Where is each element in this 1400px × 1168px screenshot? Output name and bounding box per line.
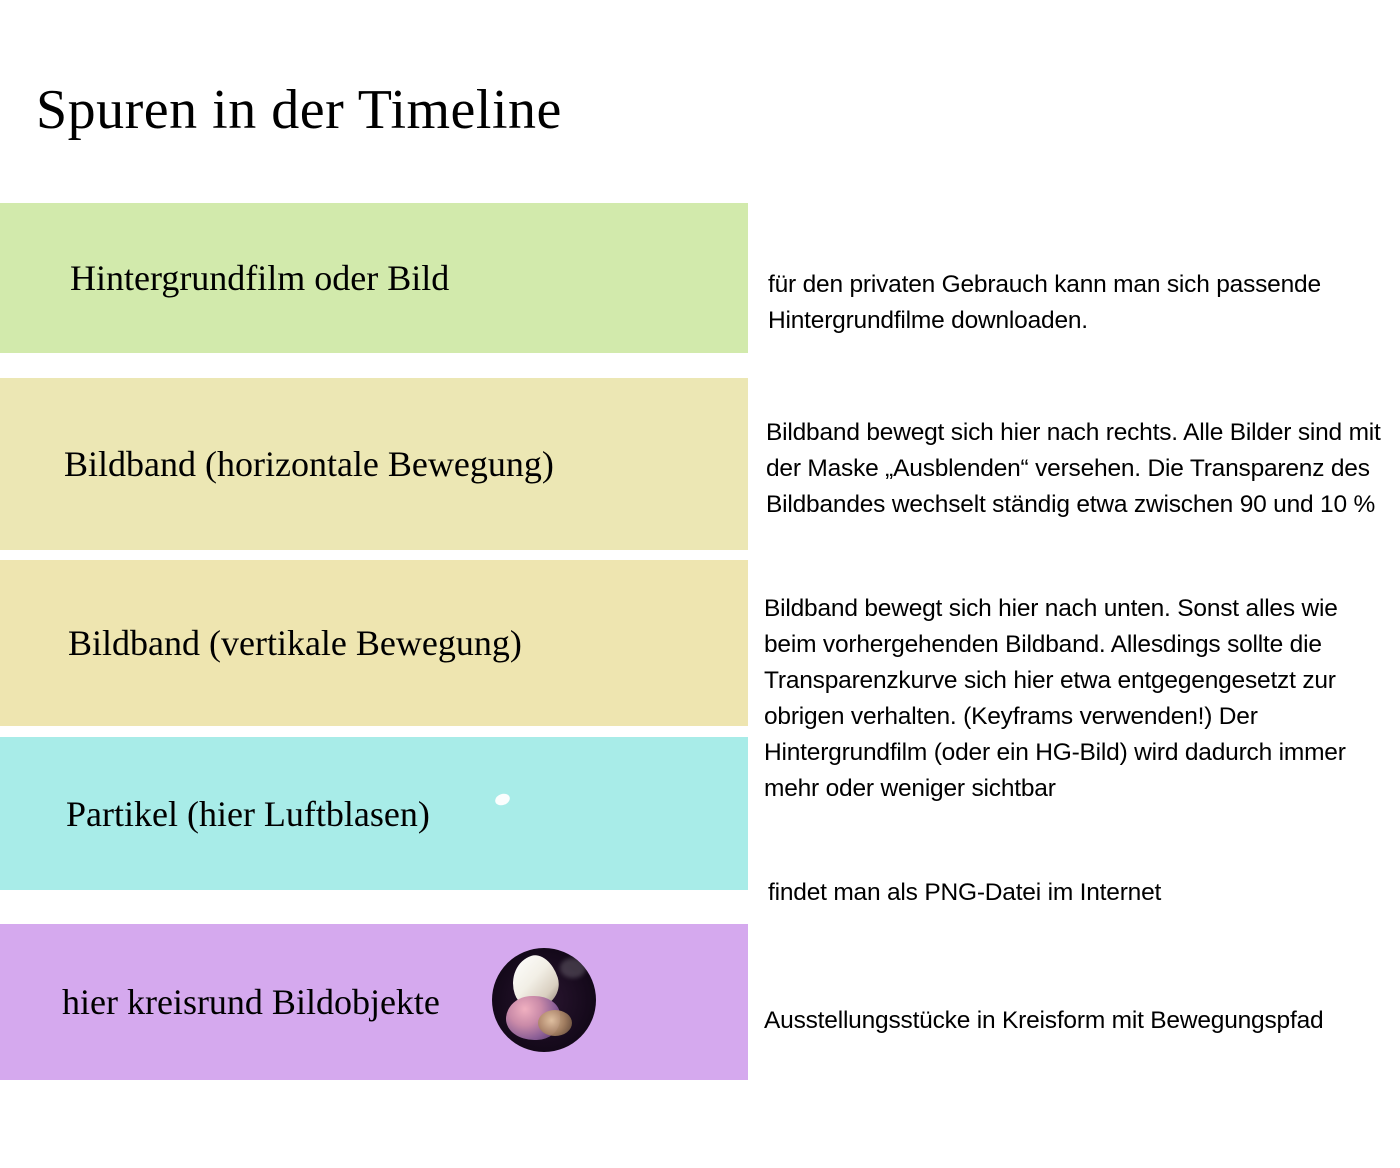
track-label: Hintergrundfilm oder Bild [70, 258, 450, 298]
timeline-track-image-strip-vertical[interactable] [0, 560, 748, 726]
track-label: Bildband (horizontale Bewegung) [64, 444, 554, 484]
track-label: Bildband (vertikale Bewegung) [68, 623, 522, 663]
timeline-track-image-strip-horizontal[interactable] [0, 378, 748, 550]
note-round-image-objects: Ausstellungsstücke in Kreisform mit Bewegungspfad [764, 1006, 1324, 1034]
track-label: Partikel (hier Luftblasen) [66, 793, 430, 834]
note-particles: findet man als PNG-Datei im Internet [768, 878, 1162, 906]
track-label: hier kreisrund Bildobjekte [62, 982, 440, 1022]
round-image-object-icon [492, 948, 600, 1056]
note-background: für den privaten Gebrauch kann man sich passende Hintergrundfilme downloaden. [768, 270, 1321, 334]
note-image-strip-horizontal: Bildband bewegt sich hier nach rechts. Alle Bilder sind mit der Maske „Ausblenden“ versehen. Die Transparenz des Bildbandes wechselt ständig etwa zwischen 90 und 10 % [766, 418, 1381, 518]
note-image-strip-vertical: Bildband bewegt sich hier nach unten. Sonst alles wie beim vorhergehenden Bildband. Allesdings sollte die Transparenzkurve sich hier etwa entgegengesetzt zur obrigen verhalten. (Keyframs verwenden!) Der Hintergrundfilm (oder ein HG-Bild) wird dadurch immer mehr oder weniger sichtbar [764, 594, 1346, 802]
page-title: Spuren in der Timeline [36, 78, 562, 141]
timeline-track-particles[interactable] [0, 737, 748, 890]
timeline-track-background[interactable] [0, 203, 748, 353]
timeline-track-round-image-objects[interactable] [0, 924, 748, 1080]
bubble-icon [484, 786, 540, 842]
